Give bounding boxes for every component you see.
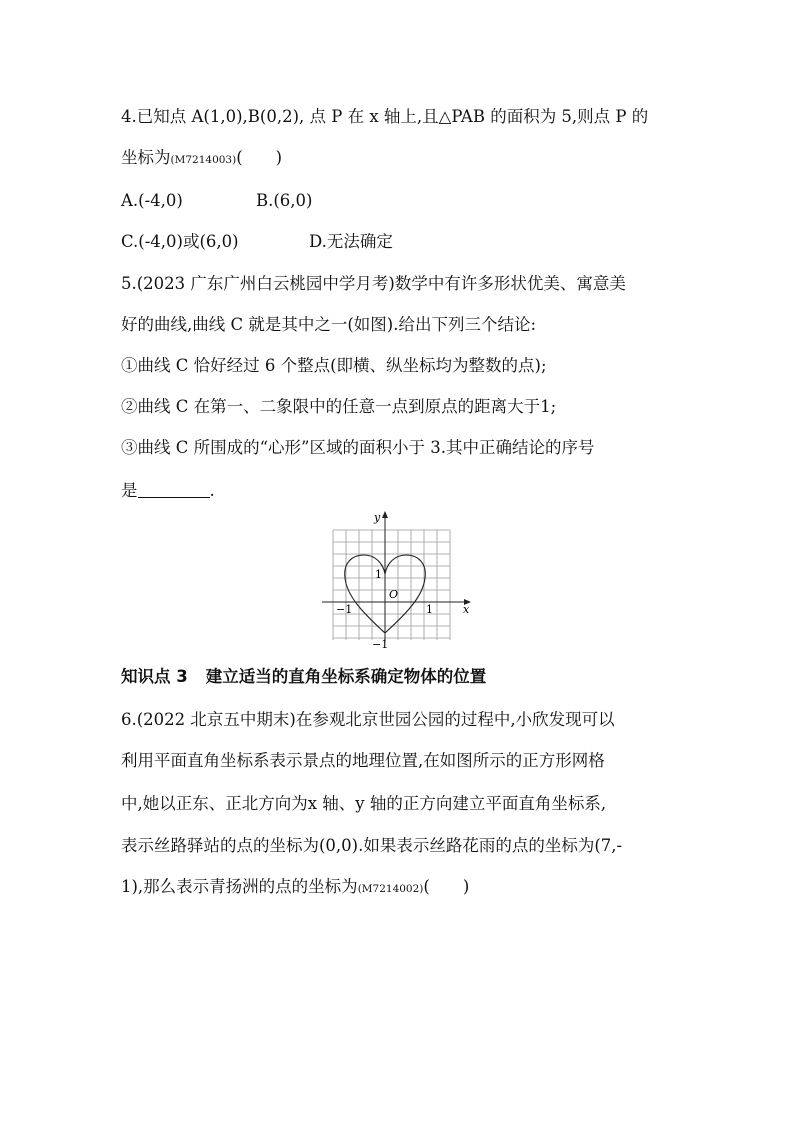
section-heading (121, 666, 486, 688)
q4-answer-paren: ( ) (236, 148, 283, 167)
q4-option-c: C.(-4,0)或(6,0) (121, 232, 239, 251)
q4-line1: 4.已知点 A(1,0),B(0,2), 点 P 在 x 轴上,且△PAB 的面积为 5,则点 P 的 (121, 107, 649, 126)
section-label: 知识点 3 (121, 667, 188, 686)
q5-item3: ③曲线 C 所围成的“心形”区域的面积小于 3.其中正确结论的序号 (121, 438, 595, 457)
q4-option-a: A.(-4,0) (121, 191, 183, 210)
q4-option-d: D.无法确定 (309, 232, 393, 251)
heart-curve-figure (316, 508, 476, 648)
grid (333, 530, 450, 640)
q6-line1: 6.(2022 北京五中期末)在参观北京世园公园的过程中,小欣发现可以 (121, 710, 615, 729)
q6-line5-text: 1),那么表示青扬洲的点的坐标为 (121, 877, 358, 896)
q5-last-b: . (209, 481, 215, 500)
q6-line5 (121, 876, 469, 900)
q5-item1: ①曲线 C 恰好经过 6 个整点(即横、纵坐标均为整数的点); (121, 356, 547, 375)
q6-answer-paren: ( ) (423, 877, 470, 896)
q4-option-b: B.(6,0) (256, 191, 313, 210)
q4-line2 (121, 147, 282, 171)
q4-code: (M7214003) (170, 154, 237, 166)
tick-label-y-neg1: −1 (372, 638, 389, 648)
y-axis-label: y (374, 511, 381, 524)
tick-label-x-neg1: −1 (336, 603, 353, 616)
origin-label: O (389, 588, 399, 601)
section-title: 建立适当的直角坐标系确定物体的位置 (205, 667, 487, 686)
tick-label-x-1: 1 (426, 603, 433, 616)
q6-line3: 中,她以正东、正北方向为x 轴、y 轴的正方向建立平面直角坐标系, (121, 794, 607, 813)
q4-line2-text: 坐标为 (121, 148, 171, 167)
y-axis-arrow (382, 511, 388, 518)
tick-label-y-1: 1 (375, 568, 382, 581)
q5-last-a: 是 (121, 481, 138, 500)
x-axis-label: x (463, 603, 470, 616)
q5-line1: 5.(2023 广东广州白云桃园中学月考)数学中有许多形状优美、寓意美 (121, 274, 626, 293)
q6-line4: 表示丝路驿站的点的坐标为(0,0).如果表示丝路花雨的点的坐标为(7,- (121, 836, 623, 855)
q6-code: (M7214002) (357, 883, 424, 895)
q5-last-line (121, 480, 215, 502)
answer-blank (138, 481, 210, 498)
q5-line2: 好的曲线,曲线 C 就是其中之一(如图).给出下列三个结论: (121, 315, 537, 334)
q5-item2: ②曲线 C 在第一、二象限中的任意一点到原点的距离大于1; (121, 397, 557, 416)
q6-line2: 利用平面直角坐标系表示景点的地理位置,在如图所示的正方形网格 (121, 751, 605, 770)
